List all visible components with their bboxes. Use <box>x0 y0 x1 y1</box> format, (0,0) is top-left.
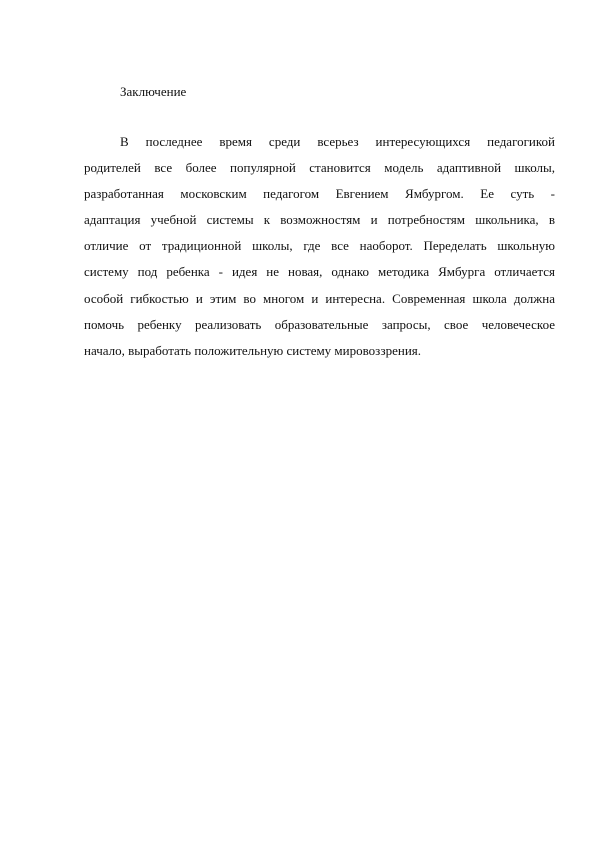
paragraph-line: родителей все более популярной становится модель адаптивной школы, <box>84 160 555 176</box>
paragraph-line: систему под ребенка - идея не новая, однако методика Ямбурга отличается <box>84 264 555 280</box>
paragraph-line: В последнее время среди всерьез интересующихся педагогикой <box>120 134 555 149</box>
conclusion-paragraph <box>84 129 555 364</box>
paragraph-line: разработанная московским педагогом Евгением Ямбургом. Ее суть - <box>84 186 555 202</box>
paragraph-line: отличие от традиционной школы, где все наоборот. Переделать школьную <box>84 238 555 254</box>
paragraph-line: начало, выработать положительную систему мировоззрения. <box>84 342 422 358</box>
section-heading: Заключение <box>120 84 187 99</box>
paragraph-line: помочь ребенку реализовать образовательные запросы, свое человеческое <box>84 316 555 332</box>
paragraph-line: адаптация учебной системы к возможностям и потребностям школьника, в <box>84 212 555 228</box>
paragraph-line: особой гибкостью и этим во многом и интересна. Современная школа должна <box>84 290 555 306</box>
